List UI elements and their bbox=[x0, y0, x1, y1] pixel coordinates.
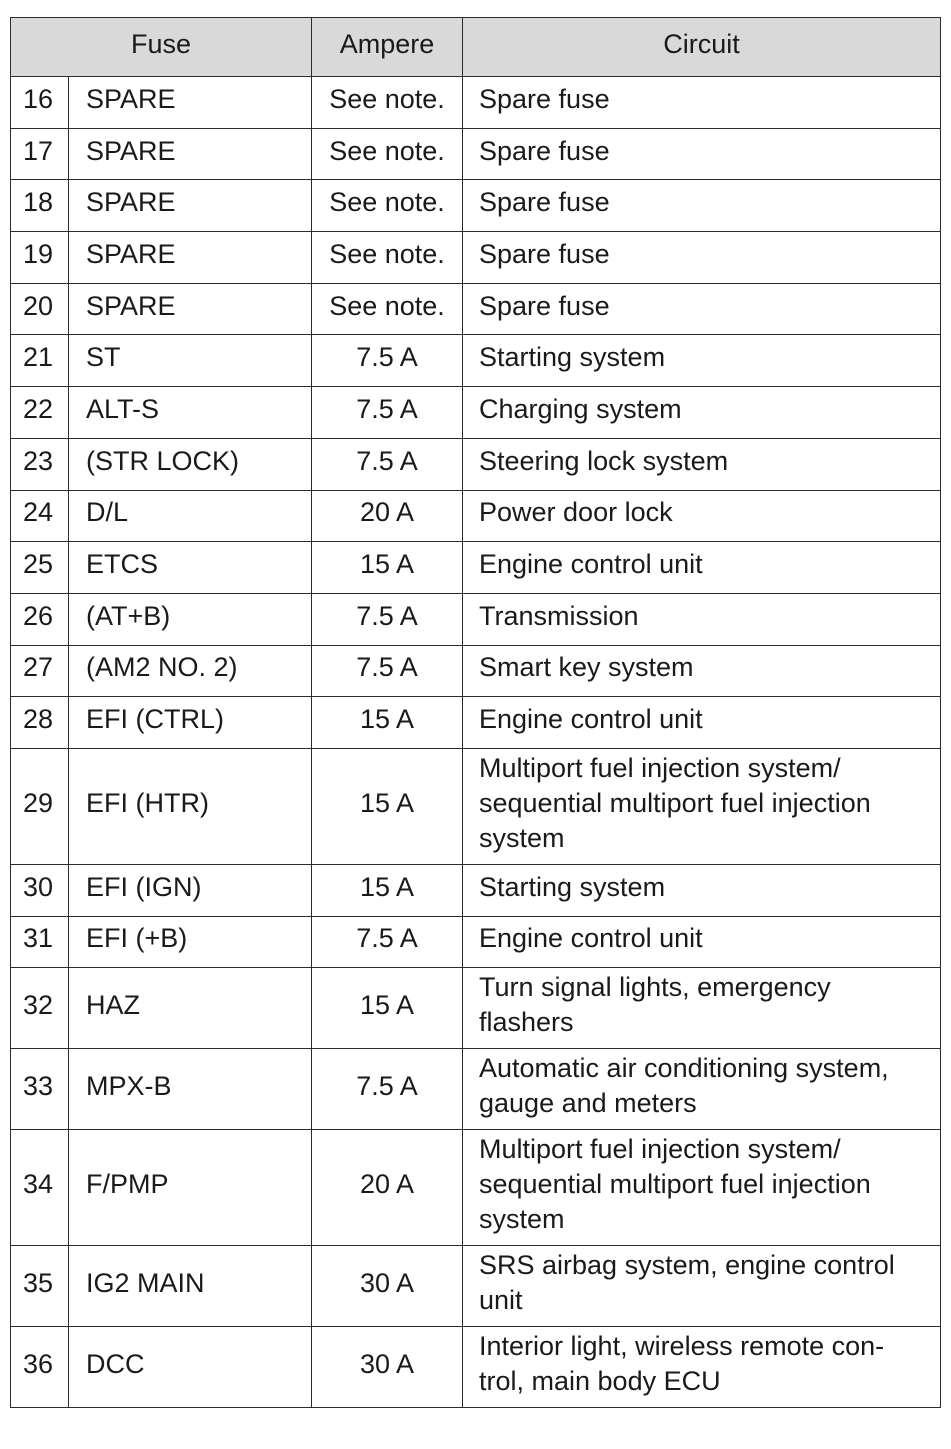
table-row bbox=[11, 697, 941, 749]
table-row bbox=[11, 1246, 941, 1327]
fuse-circuit: Transmission bbox=[463, 593, 941, 645]
fuse-ampere: 30 A bbox=[312, 1246, 463, 1327]
fuse-circuit: Smart key system bbox=[463, 645, 941, 697]
fuse-number: 22 bbox=[11, 387, 69, 439]
table-body bbox=[11, 77, 941, 1408]
fuse-circuit: Multiport fuel injection system/ sequential multiport fuel injection system bbox=[463, 1130, 941, 1246]
table-row bbox=[11, 490, 941, 542]
table-row bbox=[11, 387, 941, 439]
fuse-ampere: 30 A bbox=[312, 1327, 463, 1408]
fuse-number: 25 bbox=[11, 542, 69, 594]
fuse-ampere: 15 A bbox=[312, 697, 463, 749]
fuse-ampere: See note. bbox=[312, 232, 463, 284]
fuse-ampere: See note. bbox=[312, 77, 463, 129]
fuse-circuit: Spare fuse bbox=[463, 283, 941, 335]
header-fuse: Fuse bbox=[11, 18, 312, 77]
fuse-ampere: 15 A bbox=[312, 968, 463, 1049]
header-circuit: Circuit bbox=[463, 18, 941, 77]
table-row bbox=[11, 1049, 941, 1130]
fuse-circuit: Steering lock system bbox=[463, 438, 941, 490]
fuse-ampere: 7.5 A bbox=[312, 438, 463, 490]
fuse-number: 26 bbox=[11, 593, 69, 645]
table-row bbox=[11, 232, 941, 284]
fuse-number: 33 bbox=[11, 1049, 69, 1130]
fuse-name: (STR LOCK) bbox=[69, 438, 312, 490]
fuse-ampere: 7.5 A bbox=[312, 335, 463, 387]
fuse-number: 27 bbox=[11, 645, 69, 697]
fuse-number: 28 bbox=[11, 697, 69, 749]
fuse-name: ETCS bbox=[69, 542, 312, 594]
table-row bbox=[11, 283, 941, 335]
fuse-number: 24 bbox=[11, 490, 69, 542]
table-row bbox=[11, 438, 941, 490]
fuse-name: SPARE bbox=[69, 128, 312, 180]
fuse-number: 18 bbox=[11, 180, 69, 232]
fuse-circuit: Engine control unit bbox=[463, 916, 941, 968]
fuse-name: ALT-S bbox=[69, 387, 312, 439]
fuse-circuit: Spare fuse bbox=[463, 77, 941, 129]
fuse-number: 34 bbox=[11, 1130, 69, 1246]
fuse-number: 29 bbox=[11, 748, 69, 864]
table-row bbox=[11, 645, 941, 697]
table-row bbox=[11, 1130, 941, 1246]
table-header bbox=[11, 18, 941, 77]
fuse-circuit: Automatic air conditioning system, gauge and meters bbox=[463, 1049, 941, 1130]
fuse-circuit: Multiport fuel injection system/ sequential multiport fuel injection system bbox=[463, 748, 941, 864]
fuse-name: MPX-B bbox=[69, 1049, 312, 1130]
header-ampere: Ampere bbox=[312, 18, 463, 77]
fuse-ampere: 7.5 A bbox=[312, 387, 463, 439]
fuse-name: SPARE bbox=[69, 283, 312, 335]
fuse-circuit: Charging system bbox=[463, 387, 941, 439]
table-row bbox=[11, 916, 941, 968]
fuse-ampere: 7.5 A bbox=[312, 916, 463, 968]
fuse-name: EFI (HTR) bbox=[69, 748, 312, 864]
fuse-circuit: Spare fuse bbox=[463, 180, 941, 232]
fuse-ampere: See note. bbox=[312, 128, 463, 180]
fuse-name: EFI (+B) bbox=[69, 916, 312, 968]
fuse-number: 20 bbox=[11, 283, 69, 335]
fuse-name: D/L bbox=[69, 490, 312, 542]
fuse-name: F/PMP bbox=[69, 1130, 312, 1246]
table-row bbox=[11, 1327, 941, 1408]
fuse-number: 16 bbox=[11, 77, 69, 129]
fuse-name: EFI (CTRL) bbox=[69, 697, 312, 749]
fuse-circuit: Starting system bbox=[463, 335, 941, 387]
fuse-number: 31 bbox=[11, 916, 69, 968]
fuse-circuit: Engine control unit bbox=[463, 542, 941, 594]
fuse-number: 19 bbox=[11, 232, 69, 284]
fuse-ampere: 15 A bbox=[312, 748, 463, 864]
fuse-name: (AT+B) bbox=[69, 593, 312, 645]
fuse-number: 30 bbox=[11, 864, 69, 916]
table-row bbox=[11, 180, 941, 232]
table-row bbox=[11, 335, 941, 387]
fuse-circuit: Power door lock bbox=[463, 490, 941, 542]
table-row bbox=[11, 593, 941, 645]
fuse-name: (AM2 NO. 2) bbox=[69, 645, 312, 697]
fuse-number: 17 bbox=[11, 128, 69, 180]
fuse-name: HAZ bbox=[69, 968, 312, 1049]
fuse-ampere: 7.5 A bbox=[312, 645, 463, 697]
fuse-ampere: 7.5 A bbox=[312, 593, 463, 645]
fuse-ampere: 15 A bbox=[312, 542, 463, 594]
fuse-name: IG2 MAIN bbox=[69, 1246, 312, 1327]
fuse-ampere: 20 A bbox=[312, 1130, 463, 1246]
fuse-table bbox=[10, 17, 941, 1408]
table-row bbox=[11, 77, 941, 129]
fuse-name: SPARE bbox=[69, 77, 312, 129]
fuse-number: 21 bbox=[11, 335, 69, 387]
header-row bbox=[11, 18, 941, 77]
fuse-ampere: See note. bbox=[312, 180, 463, 232]
fuse-number: 36 bbox=[11, 1327, 69, 1408]
fuse-ampere: 7.5 A bbox=[312, 1049, 463, 1130]
fuse-circuit: Engine control unit bbox=[463, 697, 941, 749]
table-row bbox=[11, 128, 941, 180]
fuse-name: EFI (IGN) bbox=[69, 864, 312, 916]
table-row bbox=[11, 968, 941, 1049]
table-row bbox=[11, 864, 941, 916]
fuse-circuit: SRS airbag system, engine control unit bbox=[463, 1246, 941, 1327]
fuse-ampere: See note. bbox=[312, 283, 463, 335]
fuse-ampere: 15 A bbox=[312, 864, 463, 916]
fuse-name: SPARE bbox=[69, 232, 312, 284]
fuse-name: SPARE bbox=[69, 180, 312, 232]
fuse-circuit: Spare fuse bbox=[463, 128, 941, 180]
fuse-name: DCC bbox=[69, 1327, 312, 1408]
table-row bbox=[11, 542, 941, 594]
fuse-circuit: Starting system bbox=[463, 864, 941, 916]
fuse-circuit: Spare fuse bbox=[463, 232, 941, 284]
fuse-circuit: Interior light, wireless remote con- trol, main body ECU bbox=[463, 1327, 941, 1408]
fuse-circuit: Turn signal lights, emergency flashers bbox=[463, 968, 941, 1049]
fuse-number: 35 bbox=[11, 1246, 69, 1327]
fuse-number: 23 bbox=[11, 438, 69, 490]
fuse-name: ST bbox=[69, 335, 312, 387]
table-row bbox=[11, 748, 941, 864]
fuse-number: 32 bbox=[11, 968, 69, 1049]
fuse-ampere: 20 A bbox=[312, 490, 463, 542]
